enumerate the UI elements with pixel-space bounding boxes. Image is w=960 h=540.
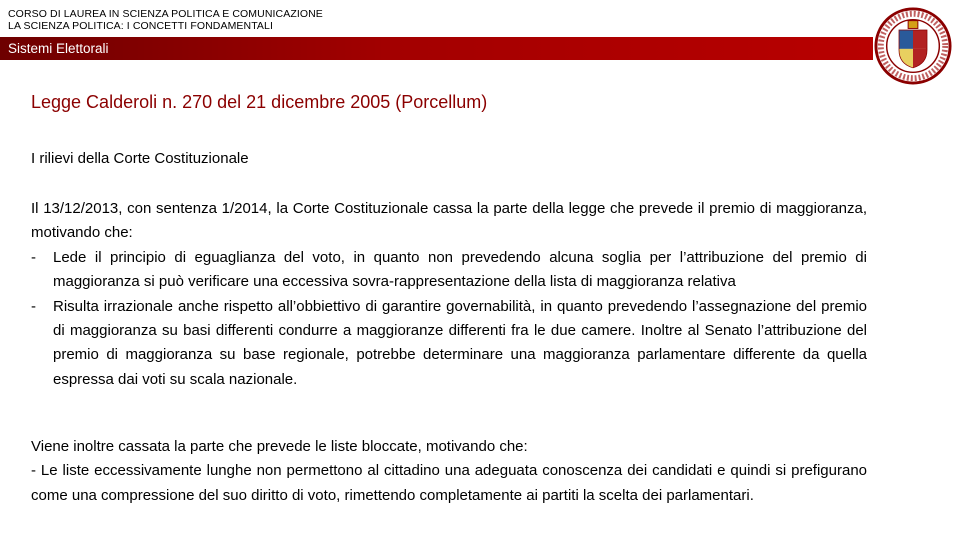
course-subject: LA SCIENZA POLITICA: I CONCETTI FONDAMENTALI (8, 20, 273, 32)
first-paragraph (31, 197, 867, 392)
section-bar (0, 37, 873, 60)
university-seal-icon (874, 7, 952, 85)
list-item-text: Lede il principio di eguaglianza del voto, in quanto non prevedendo alcuna soglia per l’attribuzione del premio di maggioranza si può verificare una eccessiva sovra-rappresentazione della lista di maggioranza relativa (53, 248, 867, 291)
list-bullet: - (31, 297, 36, 315)
second-intro-text: Viene inoltre cassata la parte che prevede le liste bloccate, motivando che: (31, 438, 528, 455)
list-item (31, 295, 867, 393)
second-paragraph (31, 435, 867, 508)
second-point-text: - Le liste eccessivamente lunghe non permettono al cittadino una adeguata conoscenza dei candidati e quindi si prefigurano come una compressione del suo diritto di voto, rimettendo completamente ai partiti la scelta dei parlamentari. (31, 462, 867, 504)
slide-subtitle: I rilievi della Corte Costituzionale (31, 150, 249, 167)
section-title: Sistemi Elettorali (8, 41, 109, 56)
course-name: CORSO DI LAUREA IN SCIENZA POLITICA E COMUNICAZIONE (8, 8, 323, 20)
intro-text: Il 13/12/2013, con sentenza 1/2014, la Corte Costituzionale cassa la parte della legge che prevede il premio di maggioranza, motivando che: (31, 200, 867, 242)
list-item (31, 246, 867, 295)
list-bullet: - (31, 248, 36, 266)
reasons-list (31, 246, 867, 392)
slide-title: Legge Calderoli n. 270 del 21 dicembre 2005 (Porcellum) (31, 92, 488, 112)
course-header (8, 8, 323, 32)
list-item-text: Risulta irrazionale anche rispetto all’obbiettivo di garantire governabilità, in quanto prevedendo l’assegnazione del premio di maggioranza su basi differenti condurre a maggioranze differenti fra le due camere. Inoltre al Senato l’attribuzione del premio di maggioranza su base regionale, potrebbe determinare una maggioranza parlamentare differente da quella espressa dai voti su scala nazionale. (53, 297, 867, 388)
